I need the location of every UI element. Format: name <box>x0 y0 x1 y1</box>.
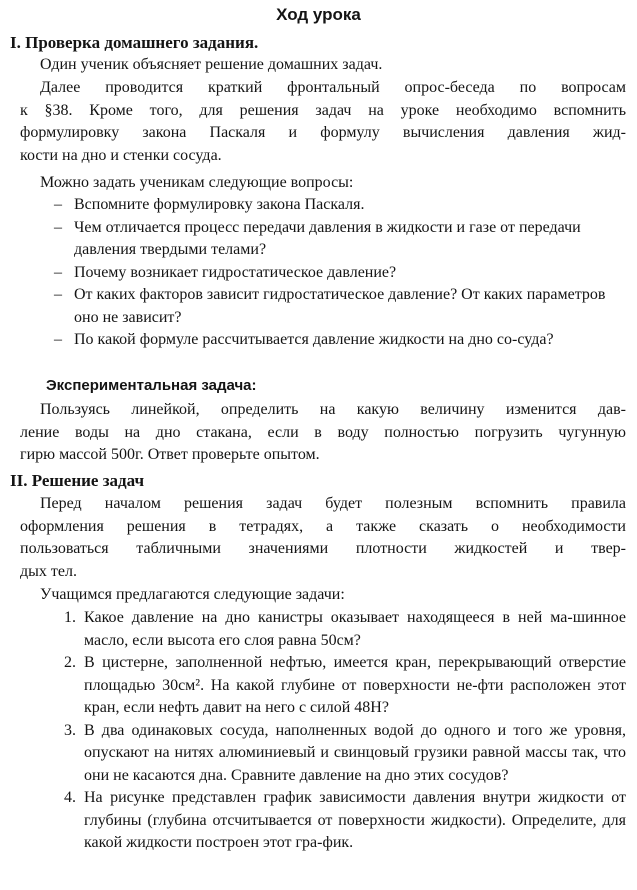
questions-intro <box>40 172 637 195</box>
question-text: От каких факторов зависит гидростатическое давление? От каких параметров оно не зависит? <box>74 286 606 326</box>
question-text: Вспомните формулировку закона Паскаля. <box>74 196 365 213</box>
para-line: ление воды на дно стакана, если в воду полностью погрузить чугунную <box>20 423 626 441</box>
section1-para2 <box>20 77 626 167</box>
list-item <box>54 329 626 352</box>
task-text: Какое давление на дно канистры оказывает находящееся в ней ма-шинное масло, если высота его слоя равна 50см? <box>84 609 626 649</box>
dash-marker: – <box>54 286 62 303</box>
para-line: Можно задать ученикам следующие вопросы: <box>40 174 354 191</box>
tasks-list <box>64 607 626 855</box>
task-number: 3. <box>64 721 76 739</box>
dash-marker: – <box>54 196 62 213</box>
questions-list <box>54 194 626 352</box>
list-item <box>54 194 626 217</box>
section2-heading: II. Решение задач <box>10 471 145 490</box>
para-line: к §38. Кроме того, для решения задач на уроке необходимо вспомнить <box>20 101 626 119</box>
para-line: гирю массой 500г. Ответ проверьте опытом. <box>20 446 320 463</box>
list-item <box>54 217 626 262</box>
experiment-text <box>20 399 626 467</box>
dash-marker: – <box>54 263 62 281</box>
para-line: Учащимся предлагаются следующие задачи: <box>40 586 345 603</box>
task-text: В два одинаковых сосуда, наполненных водой до одного и того же уровня, опускают на нитях алюминиевый и свинцовый грузики равной массы так, что они не касаются дна. Сравните давление на дно этих сосудов? <box>84 721 626 784</box>
para-line: формулировку закона Паскаля и формулу вычисления давления жид- <box>20 124 626 141</box>
list-item <box>64 652 626 720</box>
task-text: В цистерне, заполненной нефтью, имеется кран, перекрывающий отверстие площадью 30см². На какой глубине от поверхности не-фти расположен этот кран, если нефть давит на него с силой 48Н? <box>84 654 626 716</box>
dash-marker: – <box>54 218 62 236</box>
dash-marker: – <box>54 331 62 348</box>
para-line: Пользуясь линейкой, определить на какую величину изменится дав- <box>40 401 626 418</box>
page-title: Ход урока <box>276 5 361 24</box>
section1-para1 <box>40 54 620 77</box>
list-item <box>54 262 626 285</box>
experiment-heading: Экспериментальная задача: <box>46 377 257 394</box>
task-number: 4. <box>64 789 76 806</box>
section2-para <box>20 493 626 583</box>
section1-heading: I. Проверка домашнего задания. <box>10 33 259 52</box>
para-line: дых тел. <box>20 562 77 580</box>
tasks-intro <box>40 584 637 607</box>
para-line: Один ученик объясняет решение домашних задач. <box>40 56 383 73</box>
list-item <box>64 607 626 652</box>
task-number: 1. <box>64 609 76 626</box>
para-line: оформления решения в тетрадях, а также сказать о необходимости <box>20 517 626 535</box>
list-item <box>54 284 626 329</box>
list-item <box>64 787 626 855</box>
para-line: кости на дно и стенки сосуда. <box>20 146 222 164</box>
question-text: Чем отличается процесс передачи давления в жидкости и газе от передачи давления твердыми телами? <box>74 218 581 258</box>
question-text: Почему возникает гидростатическое давление? <box>74 263 397 281</box>
para-line: Далее проводится краткий фронтальный опрос-беседа по вопросам <box>40 79 626 96</box>
question-text: По какой формуле рассчитывается давление жидкости на дно со-суда? <box>74 331 554 348</box>
para-line: Перед началом решения задач будет полезным вспомнить правила <box>40 495 626 512</box>
task-number: 2. <box>64 654 76 671</box>
para-line: пользоваться табличными значениями плотности жидкостей и твер- <box>20 540 626 557</box>
task-text: На рисунке представлен график зависимости давления внутри жидкости от глубины (глубина отсчитывается от поверхности жидкости). Определите, для какой жидкости построен этот гра-фик. <box>84 789 626 851</box>
list-item <box>64 720 626 788</box>
